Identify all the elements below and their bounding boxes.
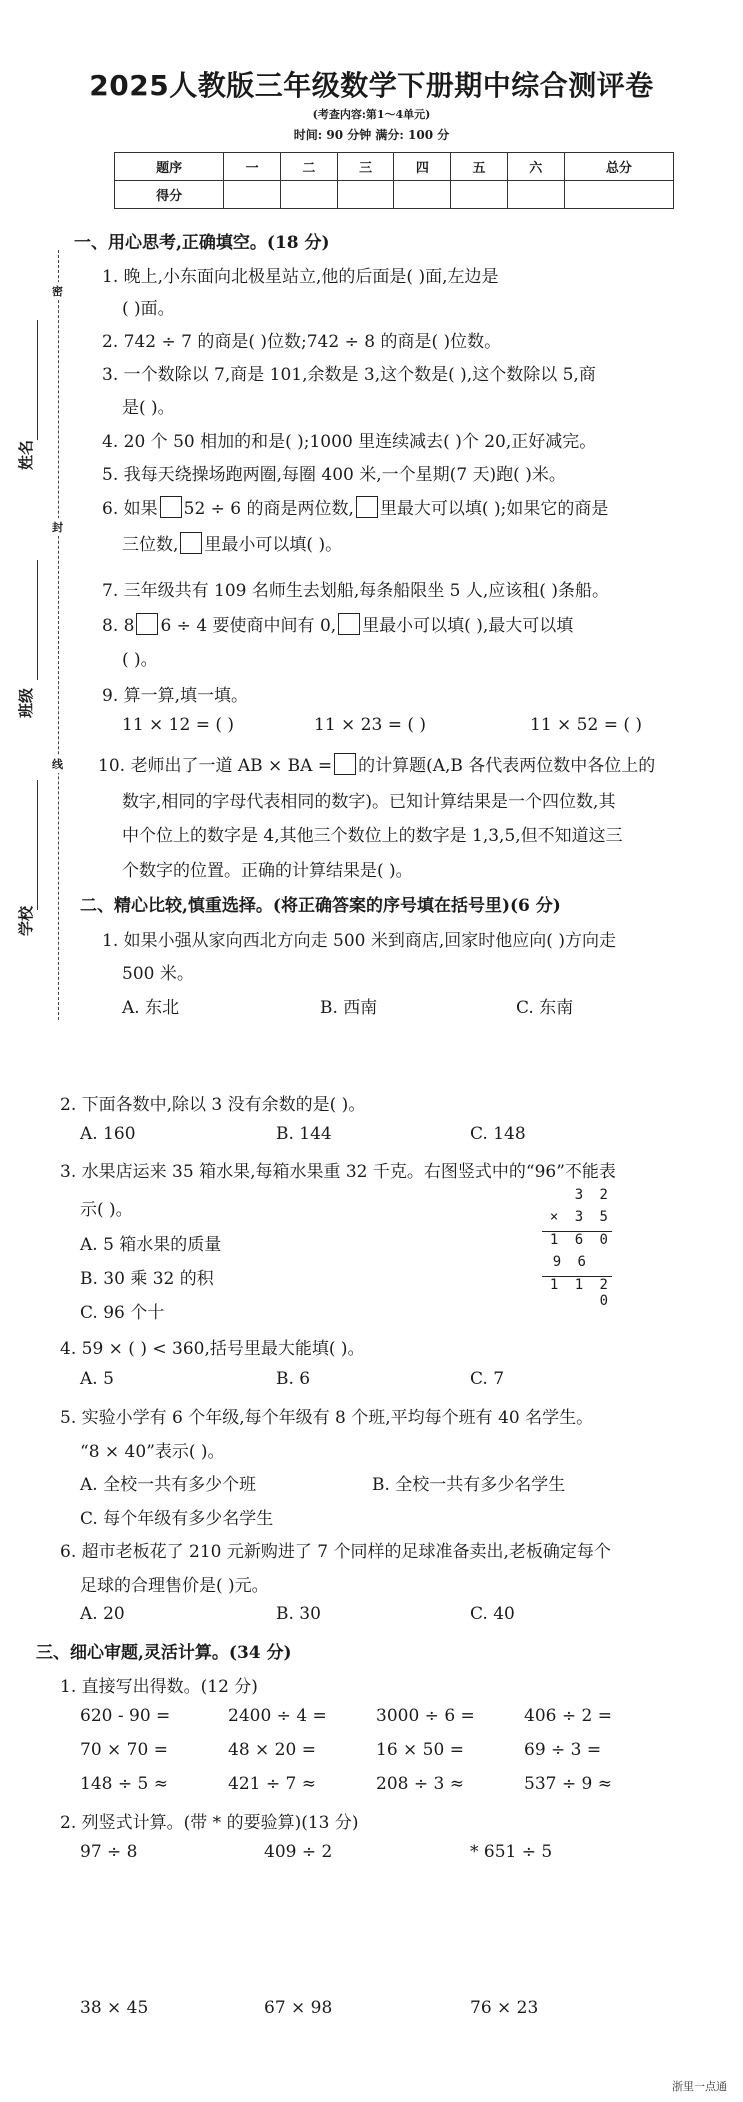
q1-6 (102, 494, 608, 519)
q1-1-cont: ( )面。 (122, 299, 175, 319)
q1-6-part-e: 里最小可以填( )。 (204, 535, 343, 555)
q2-6-opt-b[interactable]: B. 30 (276, 1604, 321, 1624)
sidebar-label-school: 学校 (17, 905, 35, 936)
calc-item: 537 ÷ 9 ≈ (524, 1774, 612, 1794)
q1-9: 9. 算一算,填一填。 (102, 686, 249, 706)
q1-3-cont: 是( )。 (122, 398, 175, 418)
vertical-multiplication (542, 1187, 612, 1309)
q1-8-part-c: 里最小可以填( ),最大可以填 (362, 616, 574, 636)
q2-3-opt-b[interactable]: B. 30 乘 32 的积 (80, 1269, 214, 1289)
q1-5: 5. 我每天绕操场跑两圈,每圈 400 米,一个星期(7 天)跑( )米。 (102, 465, 566, 485)
q1-6-part-c: 里最大可以填( );如果它的商是 (379, 499, 609, 519)
q1-10-part-b: 的计算题(A,B 各代表两位数中各位上的 (358, 756, 656, 776)
exam-scope: (考查内容:第1～4单元) (312, 108, 431, 121)
score-input-cell[interactable] (451, 181, 508, 209)
calc-item: 2400 ÷ 4 = (228, 1706, 327, 1726)
score-cell: 二 (281, 153, 338, 181)
q2-1-opt-a[interactable]: A. 东北 (122, 998, 180, 1018)
q1-9-item-2: 11 × 23 = ( ) (314, 715, 427, 735)
q1-6-part-b: 52 ÷ 6 的商是两位数, (183, 499, 354, 519)
blank-box[interactable] (180, 532, 202, 554)
q3-1: 1. 直接写出得数。(12 分) (60, 1677, 258, 1697)
q2-3: 3. 水果店运来 35 箱水果,每箱水果重 32 千克。右图竖式中的“96”不能表 (60, 1162, 616, 1182)
calc-item: 69 ÷ 3 = (524, 1740, 602, 1760)
binding-mark-xian: 线 (52, 755, 63, 773)
vertical-line: × 3 5 (542, 1209, 612, 1232)
q2-5-cont: “8 × 40”表示( )。 (80, 1442, 225, 1462)
section-1-title: 一、用心思考,正确填空。(18 分) (74, 233, 330, 253)
q1-3: 3. 一个数除以 7,商是 101,余数是 3,这个数是( ),这个数除以 5,商 (102, 365, 596, 385)
q2-1-cont: 500 米。 (122, 964, 194, 984)
page-title: 2025人教版三年级数学下册期中综合测评卷 (89, 69, 654, 102)
section-2-title: 二、精心比较,慎重选择。(将正确答案的序号填在括号里)(6 分) (80, 896, 561, 916)
score-cell: 三 (337, 153, 394, 181)
q1-7: 7. 三年级共有 109 名师生去划船,每条船限坐 5 人,应该租( )条船。 (102, 581, 609, 601)
q2-5-opt-c[interactable]: C. 每个年级有多少名学生 (80, 1509, 274, 1529)
calc-item: 148 ÷ 5 ≈ (80, 1774, 168, 1794)
q1-10-part-a: 10. 老师出了一道 AB × BA = (98, 756, 333, 776)
q1-8-cont: ( )。 (122, 650, 158, 670)
q1-9-item-3: 11 × 52 = ( ) (530, 715, 643, 735)
q2-2: 2. 下面各数中,除以 3 没有余数的是( )。 (60, 1095, 366, 1115)
score-input-cell[interactable] (337, 181, 394, 209)
calc-item: 620 - 90 = (80, 1706, 171, 1726)
score-table (114, 152, 674, 209)
blank-box[interactable] (356, 496, 378, 518)
q2-6-opt-c[interactable]: C. 40 (470, 1604, 515, 1624)
blank-box[interactable] (338, 613, 360, 635)
q1-6-part-d: 三位数, (122, 535, 179, 555)
q2-4: 4. 59 × ( ) < 360,括号里最大能填( )。 (60, 1339, 365, 1359)
q2-5-opt-b[interactable]: B. 全校一共有多少名学生 (372, 1475, 566, 1495)
binding-dashed-line (58, 250, 59, 1020)
vertical-line: 1 1 2 0 (549, 1277, 612, 1309)
vertical-calc-item: 76 × 23 (470, 1998, 539, 2018)
q2-3-opt-c[interactable]: C. 96 个十 (80, 1303, 165, 1323)
q2-4-opt-c[interactable]: C. 7 (470, 1369, 505, 1389)
score-table-score-row (115, 181, 674, 209)
q2-4-opt-a[interactable]: A. 5 (80, 1369, 114, 1389)
vertical-calc-item: 38 × 45 (80, 1998, 149, 2018)
calc-item: 208 ÷ 3 ≈ (376, 1774, 464, 1794)
q2-5-opt-a[interactable]: A. 全校一共有多少个班 (80, 1475, 257, 1495)
vertical-line: 1 6 0 (549, 1232, 612, 1248)
calc-item: 70 × 70 = (80, 1740, 168, 1760)
q1-9-item-1: 11 × 12 = ( ) (122, 715, 235, 735)
q1-8-part-b: 6 ÷ 4 要使商中间有 0, (160, 616, 337, 636)
exam-time-score: 时间: 90 分钟 满分: 100 分 (293, 128, 450, 142)
calc-item: 3000 ÷ 6 = (376, 1706, 475, 1726)
calc-item: 421 ÷ 7 ≈ (228, 1774, 316, 1794)
calc-item: 406 ÷ 2 = (524, 1706, 612, 1726)
class-blank-line[interactable] (37, 560, 39, 680)
score-cell: 六 (507, 153, 564, 181)
vertical-line: 9 6 (542, 1254, 612, 1277)
score-input-cell[interactable] (507, 181, 564, 209)
q2-6-cont: 足球的合理售价是( )元。 (80, 1576, 269, 1596)
score-cell: 四 (394, 153, 451, 181)
q3-2: 2. 列竖式计算。(带 * 的要验算)(13 分) (60, 1813, 359, 1833)
school-blank-line[interactable] (37, 780, 39, 910)
q1-10-cont-1: 数字,相同的字母代表相同的数字)。已知计算结果是一个四位数,其 (122, 792, 616, 812)
q2-4-opt-b[interactable]: B. 6 (276, 1369, 311, 1389)
calc-item: 16 × 50 = (376, 1740, 464, 1760)
score-input-cell[interactable] (564, 181, 673, 209)
q1-10-cont-2: 中个位上的数字是 4,其他三个数位上的数字是 1,3,5,但不知道这三 (122, 826, 623, 846)
q2-1: 1. 如果小强从家向西北方向走 500 米到商店,回家时他应向( )方向走 (102, 931, 616, 951)
q1-2: 2. 742 ÷ 7 的商是( )位数;742 ÷ 8 的商是( )位数。 (102, 332, 502, 352)
q2-6: 6. 超市老板花了 210 元新购进了 7 个同样的足球准备卖出,老板确定每个 (60, 1542, 611, 1562)
score-input-cell[interactable] (224, 181, 281, 209)
q1-4: 4. 20 个 50 相加的和是( );1000 里连续减去( )个 20,正好减完。 (102, 432, 597, 452)
q2-1-opt-c[interactable]: C. 东南 (516, 998, 574, 1018)
score-table-header-row (115, 153, 674, 181)
q2-6-opt-a[interactable]: A. 20 (80, 1604, 125, 1624)
score-cell: 得分 (115, 181, 224, 209)
vertical-calc-item: 409 ÷ 2 (264, 1842, 333, 1862)
vertical-line: 3 2 (574, 1187, 612, 1203)
sidebar-label-name: 姓名 (17, 439, 35, 470)
vertical-calc-item: 97 ÷ 8 (80, 1842, 138, 1862)
calc-item: 48 × 20 = (228, 1740, 316, 1760)
q2-2-opt-c[interactable]: C. 148 (470, 1124, 526, 1144)
name-blank-line[interactable] (37, 320, 39, 440)
vertical-calc-item: * 651 ÷ 5 (470, 1842, 553, 1862)
binding-mark-mi: 密 (52, 282, 63, 300)
q1-10-cont-3: 个数字的位置。正确的计算结果是( )。 (122, 861, 413, 881)
q2-2-opt-b[interactable]: B. 144 (276, 1124, 332, 1144)
score-cell: 一 (224, 153, 281, 181)
footer-watermark: 浙里一点通 (672, 2080, 727, 2093)
q1-8-part-a: 8. 8 (102, 616, 135, 636)
q1-8 (102, 611, 573, 636)
score-cell: 题序 (115, 153, 224, 181)
q1-6-cont (122, 530, 342, 555)
blank-box[interactable] (334, 753, 356, 775)
score-cell: 五 (451, 153, 508, 181)
blank-box[interactable] (160, 496, 182, 518)
q1-1: 1. 晚上,小东面向北极星站立,他的后面是( )面,左边是 (102, 267, 499, 287)
blank-box[interactable] (136, 613, 158, 635)
section-3-title: 三、细心审题,灵活计算。(34 分) (36, 1643, 292, 1663)
q1-6-part-a: 6. 如果 (102, 499, 158, 519)
q2-2-opt-a[interactable]: A. 160 (80, 1124, 136, 1144)
q2-1-opt-b[interactable]: B. 西南 (320, 998, 378, 1018)
binding-mark-feng: 封 (52, 518, 63, 536)
score-input-cell[interactable] (281, 181, 338, 209)
sidebar-label-class: 班级 (17, 687, 35, 718)
q2-3-cont: 示( )。 (80, 1200, 133, 1220)
vertical-calc-item: 67 × 98 (264, 1998, 333, 2018)
score-cell: 总分 (564, 153, 673, 181)
q2-5: 5. 实验小学有 6 个年级,每个年级有 8 个班,平均每个班有 40 名学生。 (60, 1408, 594, 1428)
q2-3-opt-a[interactable]: A. 5 箱水果的质量 (80, 1235, 222, 1255)
q1-10 (98, 751, 655, 776)
score-input-cell[interactable] (394, 181, 451, 209)
